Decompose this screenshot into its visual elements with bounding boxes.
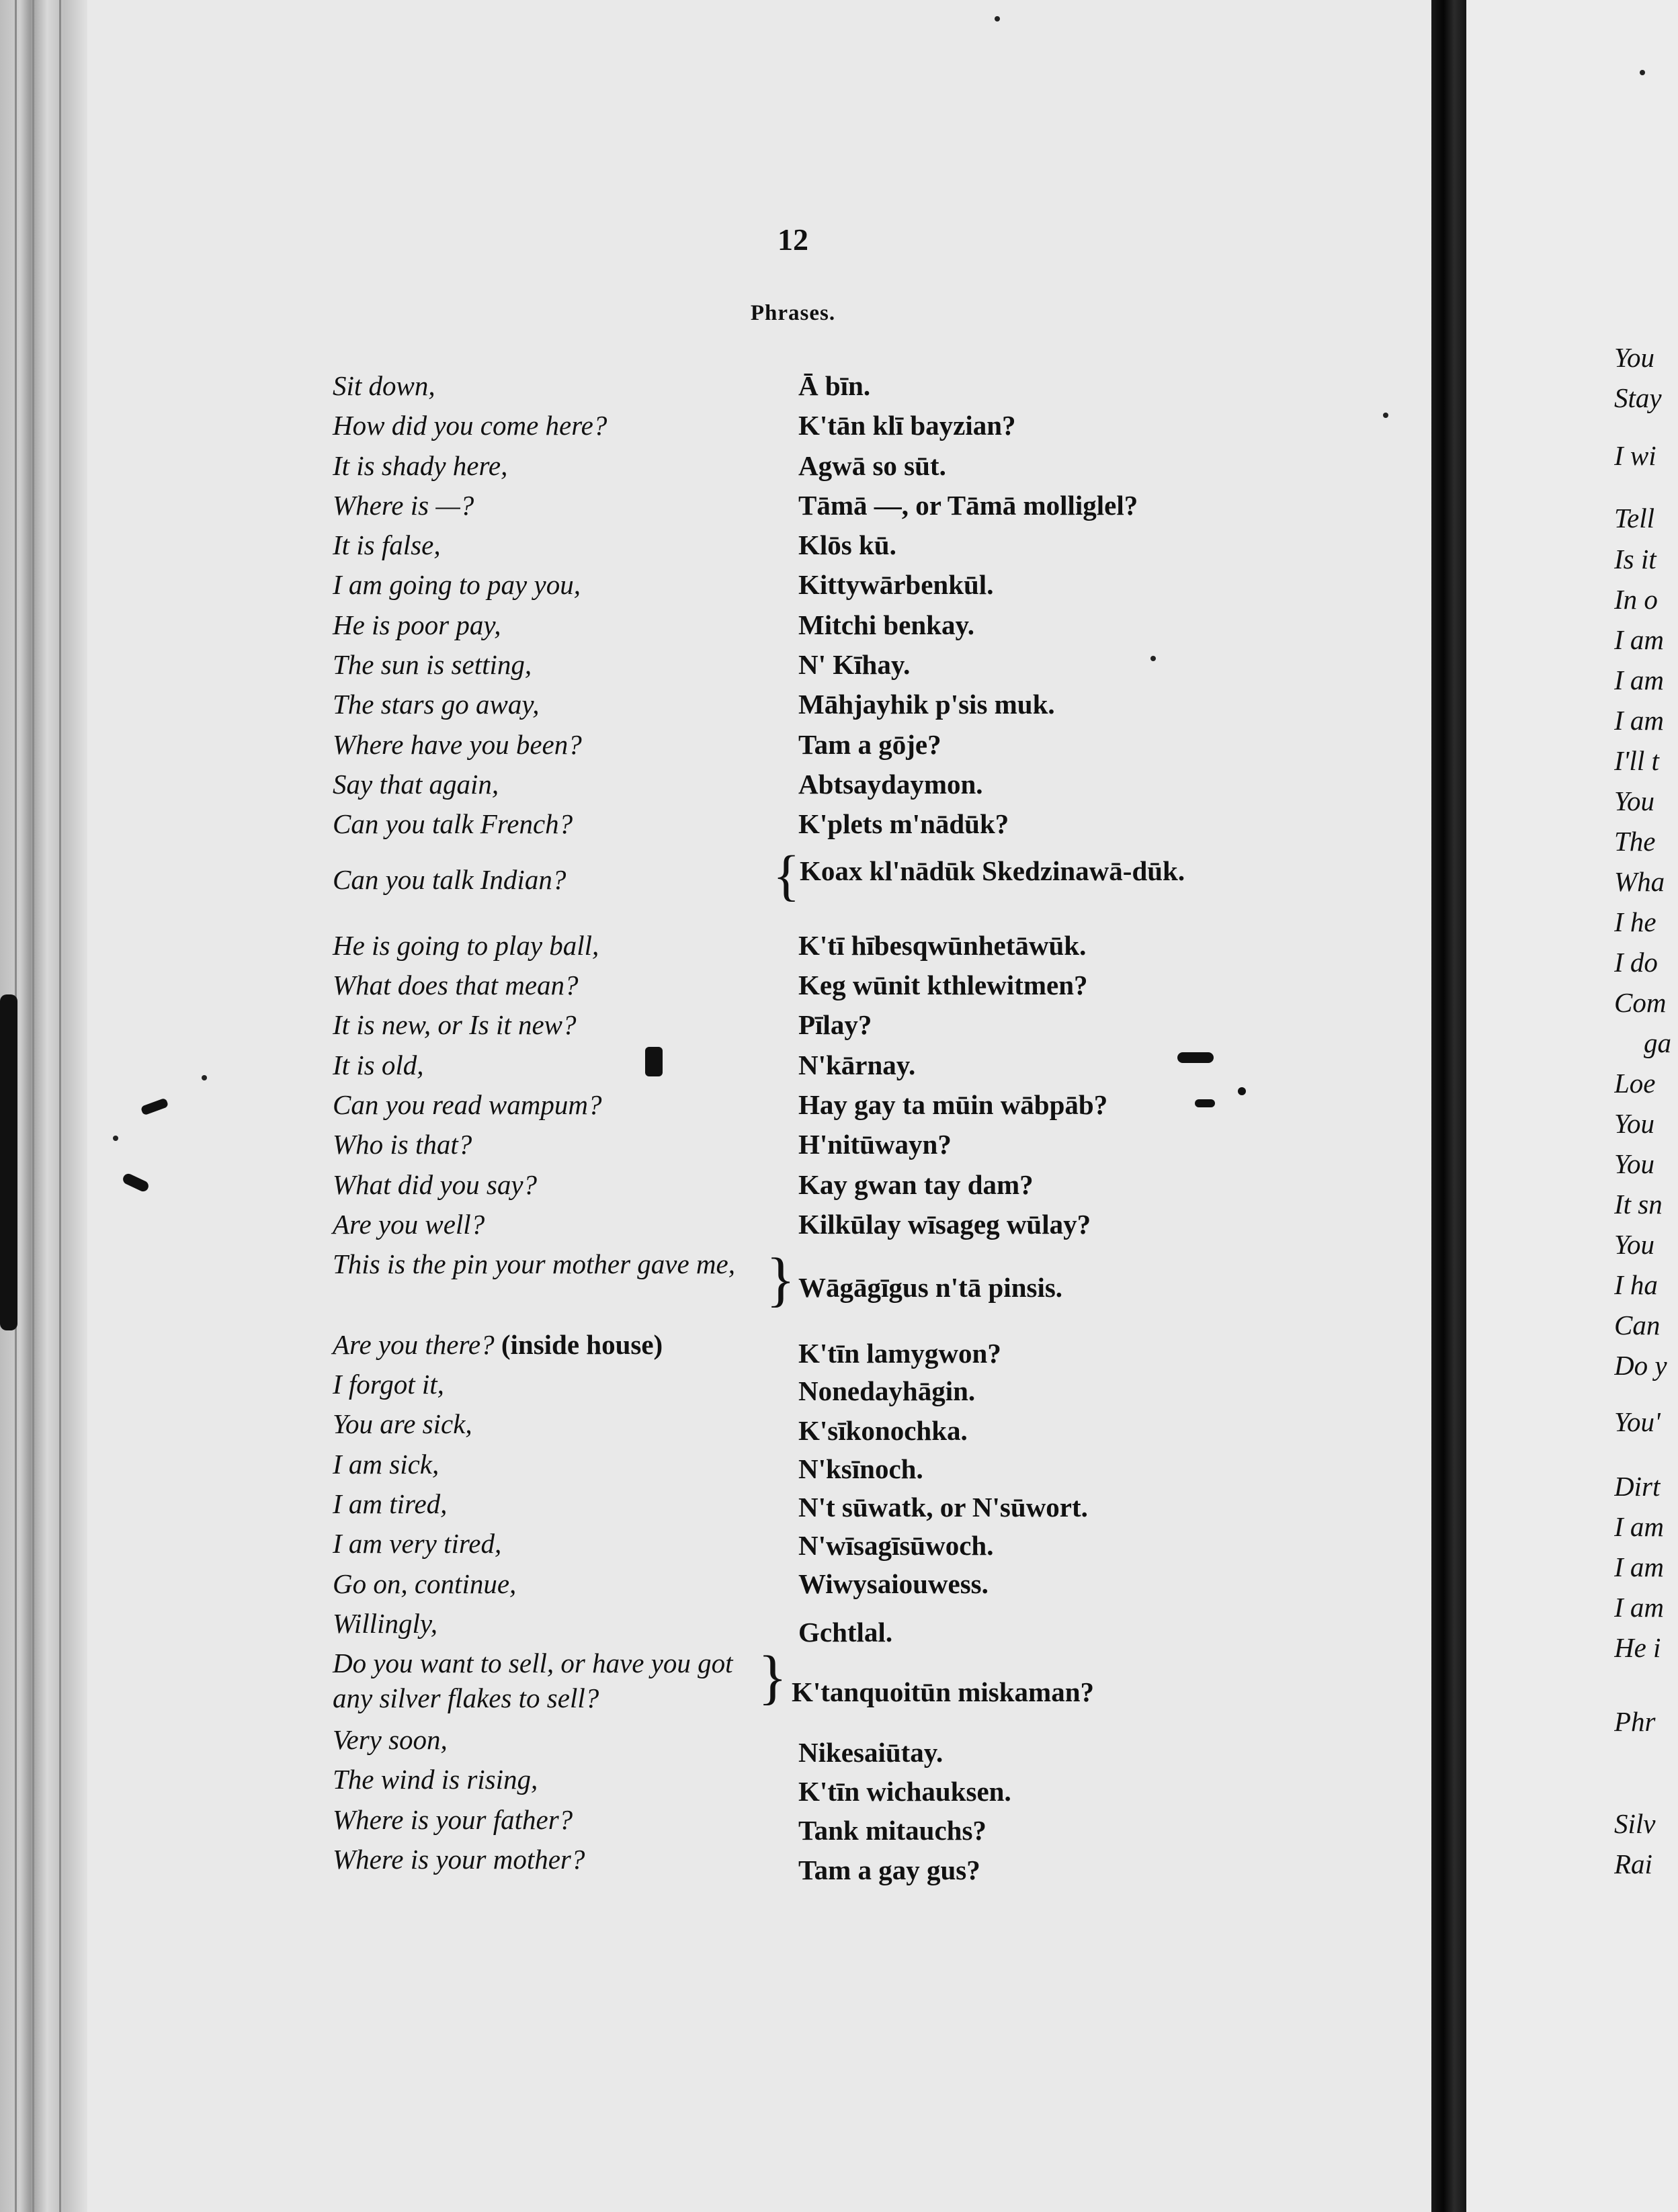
- phrase-english: Where have you been?: [333, 729, 582, 760]
- right-page-fragment: Loe: [1614, 1068, 1656, 1099]
- phrase-english: Where is —?: [333, 490, 474, 521]
- phrase-english: He is poor pay,: [333, 609, 501, 640]
- phrase-english: It is old,: [333, 1050, 424, 1080]
- brace-mark: }: [758, 1644, 788, 1711]
- phrase-abenaki: K'tī hībesqwūnhetāwūk.: [798, 930, 1087, 961]
- phrase-english: Sit down,: [333, 370, 435, 401]
- phrase-english: Can you talk Indian?: [333, 864, 567, 895]
- phrase-abenaki: N' Kīhay.: [798, 649, 911, 680]
- phrase-abenaki: Ā bīn.: [798, 370, 871, 401]
- right-page-fragment: Dirt: [1614, 1471, 1661, 1502]
- phrase-english-text: Are you there?: [333, 1329, 495, 1360]
- phrase-english: [333, 1327, 769, 1362]
- right-page-fragment: Can: [1614, 1310, 1661, 1341]
- phrase-abenaki: Kay gwan tay dam?: [798, 1169, 1034, 1200]
- right-page-fragment: You: [1614, 1148, 1655, 1179]
- ink-blot: [645, 1047, 663, 1076]
- phrase-abenaki: K'tīn wichauksen.: [798, 1776, 1011, 1807]
- speck: [202, 1075, 207, 1080]
- phrase-english: I am tired,: [333, 1488, 448, 1519]
- phrase-english: How did you come here?: [333, 410, 607, 441]
- right-page-fragment: You: [1614, 1229, 1655, 1260]
- phrase-abenaki: H'nitūwayn?: [798, 1129, 952, 1160]
- phrase-abenaki: Tam a gōje?: [798, 729, 941, 760]
- brace-mark: }: [766, 1246, 796, 1313]
- phrase-abenaki: N'wīsagīsūwoch.: [798, 1530, 994, 1561]
- phrase-abenaki: Nonedayhāgin.: [798, 1375, 976, 1406]
- phrase-abenaki: K'tanquoitūn miskaman?: [792, 1676, 1094, 1707]
- phrase-abenaki: Wiwysaiouwess.: [798, 1568, 989, 1599]
- book-binding: [1431, 0, 1466, 2212]
- brace-mark: {: [773, 845, 800, 907]
- margin-stain: [0, 994, 17, 1330]
- ink-blot: [1238, 1087, 1246, 1095]
- speck: [1383, 413, 1388, 418]
- right-page-fragment: Silv: [1614, 1808, 1656, 1839]
- phrase-english: It is new, or Is it new?: [333, 1009, 577, 1040]
- right-page-fragment: Stay: [1614, 382, 1662, 413]
- phrase-english: Do you want to sell, or have you got any silver flakes to sell?: [333, 1648, 733, 1713]
- right-page-fragment: You: [1614, 785, 1655, 816]
- phrase-english: Very soon,: [333, 1724, 448, 1755]
- right-page-fragment: You': [1614, 1406, 1661, 1437]
- phrase-english: Can you read wampum?: [333, 1089, 602, 1120]
- right-page-fragment: Rai: [1614, 1848, 1652, 1879]
- phrase-abenaki: Klōs kū.: [798, 529, 896, 560]
- phrase-abenaki: Agwā so sūt.: [798, 450, 946, 481]
- right-page-fragment: I he: [1614, 906, 1656, 937]
- ink-blot: [1195, 1099, 1215, 1107]
- phrase-abenaki: N't sūwatk, or N'sūwort.: [798, 1492, 1088, 1523]
- phrase-abenaki: Tank mitauchs?: [798, 1815, 987, 1846]
- phrase-english: Where is your father?: [333, 1804, 573, 1835]
- phrase-english: It is false,: [333, 529, 441, 560]
- right-page-fragment: He i: [1614, 1632, 1661, 1663]
- right-page-fragment: I am: [1614, 705, 1665, 736]
- ink-blot: [1177, 1052, 1214, 1063]
- page-number: 12: [778, 222, 808, 257]
- phrase-abenaki: Keg wūnit kthlewitmen?: [798, 970, 1088, 1001]
- phrase-abenaki: Kilkūlay wīsageg wūlay?: [798, 1209, 1091, 1240]
- phrase-english: Where is your mother?: [333, 1844, 585, 1875]
- right-page-fragment: It sn: [1614, 1189, 1663, 1220]
- phrase-abenaki: Gchtlal.: [798, 1617, 893, 1648]
- right-page-fragment: I am: [1614, 1551, 1665, 1582]
- phrase-abenaki: Māhjayhik p'sis muk.: [798, 689, 1055, 720]
- phrase-abenaki: Mitchi benkay.: [798, 609, 974, 640]
- phrase-english: [333, 1246, 763, 1281]
- phrase-abenaki: Koax kl'nādūk Skedzinawā-dūk.: [800, 855, 1185, 886]
- right-page-fragment: Do y: [1614, 1350, 1667, 1381]
- speck: [1150, 656, 1156, 661]
- phrase-abenaki: Abtsaydaymon.: [798, 769, 983, 800]
- right-page-fragment: I am: [1614, 1511, 1665, 1542]
- phrase-abenaki: Tam a gay gus?: [798, 1855, 980, 1885]
- phrase-english: Go on, continue,: [333, 1568, 517, 1599]
- phrase-english: You are sick,: [333, 1408, 472, 1439]
- phrase-english: I forgot it,: [333, 1369, 444, 1400]
- right-page-fragment: I am: [1614, 665, 1665, 695]
- phrase-english: Can you talk French?: [333, 808, 573, 839]
- page-edge-line: [59, 0, 61, 2212]
- phrase-abenaki: K'tān klī bayzian?: [798, 410, 1016, 441]
- right-page-fragment: ga: [1644, 1027, 1671, 1058]
- phrase-abenaki: Tāmā —, or Tāmā molliglel?: [798, 490, 1138, 521]
- phrase-abenaki: N'kārnay.: [798, 1050, 916, 1080]
- phrase-english-text: This is the pin your mother gave me,: [333, 1248, 735, 1279]
- right-page-fragment: I am: [1614, 624, 1665, 655]
- speck: [1640, 70, 1645, 75]
- ink-blot: [140, 1098, 169, 1116]
- phrase-english: It is shady here,: [333, 450, 508, 481]
- right-page-fragment: You: [1614, 342, 1655, 373]
- phrase-abenaki: Pīlay?: [798, 1009, 872, 1040]
- right-page-fragment: I wi: [1614, 440, 1656, 471]
- phrase-abenaki: Kittywārbenkūl.: [798, 569, 994, 600]
- section-title: Phrases.: [750, 301, 836, 325]
- right-page-fragment: I do: [1614, 947, 1658, 978]
- phrase-english: The stars go away,: [333, 689, 540, 720]
- right-page-fragment: Com: [1614, 987, 1667, 1018]
- page-edge-line: [32, 0, 34, 2212]
- right-page-fragment: I ha: [1614, 1269, 1658, 1300]
- ink-blot: [121, 1172, 150, 1193]
- phrase-abenaki: Wāgāgīgus n'tā pinsis.: [798, 1272, 1063, 1303]
- speck: [995, 16, 1000, 22]
- right-page-fragment: Phr: [1614, 1706, 1656, 1737]
- phrase-english: The wind is rising,: [333, 1764, 538, 1795]
- phrase-english: Say that again,: [333, 769, 499, 800]
- phrase-abenaki: K'plets m'nādūk?: [798, 808, 1009, 839]
- right-page-fragment: I am: [1614, 1592, 1665, 1623]
- phrase-english: Who is that?: [333, 1129, 472, 1160]
- phrase-english: Are you well?: [333, 1209, 485, 1240]
- right-page-fragment: In o: [1614, 584, 1658, 615]
- phrase-english: What does that mean?: [333, 970, 579, 1001]
- phrase-abenaki: K'sīkonochka.: [798, 1415, 968, 1446]
- phrase-abenaki: K'tīn lamygwon?: [798, 1338, 1001, 1369]
- phrase-abenaki: Hay gay ta mūin wābpāb?: [798, 1089, 1108, 1120]
- phrase-english: What did you say?: [333, 1169, 538, 1200]
- phrase-abenaki: Nikesaiūtay.: [798, 1737, 943, 1768]
- right-page-fragment: The: [1614, 826, 1656, 857]
- phrase-english: The sun is setting,: [333, 649, 532, 680]
- right-page-fragment: Wha: [1614, 866, 1665, 897]
- phrase-english: I am sick,: [333, 1449, 439, 1480]
- phrase-english: I am very tired,: [333, 1528, 502, 1559]
- phrase-english: Willingly,: [333, 1608, 438, 1639]
- speck: [113, 1136, 118, 1141]
- phrase-english: He is going to play ball,: [333, 930, 599, 961]
- right-page-fragment: I'll t: [1614, 745, 1659, 776]
- phrase-english: I am going to pay you,: [333, 569, 581, 600]
- right-page-fragment: Is it: [1614, 544, 1656, 575]
- right-page-fragment: Tell: [1614, 503, 1655, 534]
- phrase-english-note: (inside house): [501, 1329, 663, 1360]
- right-page-fragment: You: [1614, 1108, 1655, 1139]
- phrase-abenaki: N'ksīnoch.: [798, 1453, 923, 1484]
